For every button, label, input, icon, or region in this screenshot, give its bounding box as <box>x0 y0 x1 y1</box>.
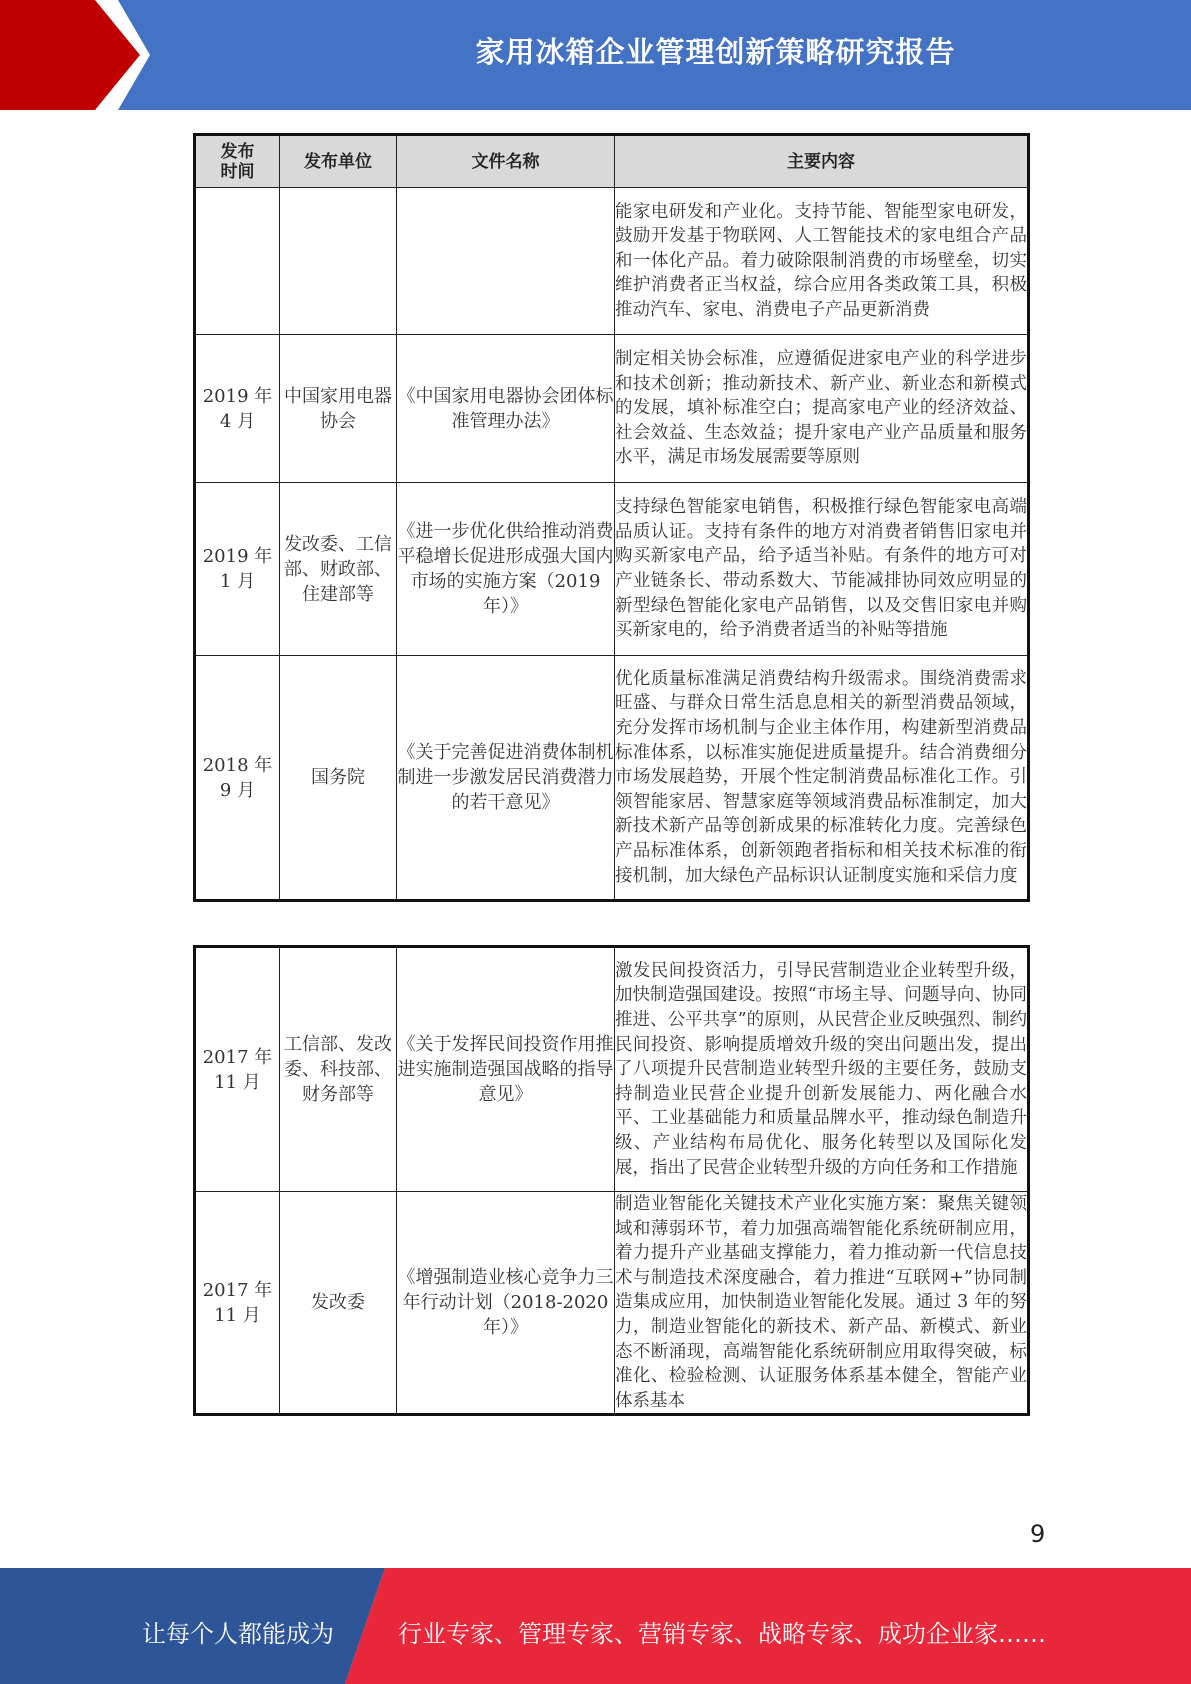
cell-date: 2017 年 11 月 <box>195 1192 280 1415</box>
page-header <box>0 0 1191 110</box>
cell-content: 激发民间投资活力，引导民营制造业企业转型升级，加快制造强国建设。按照“市场主导、问题导向、协同推进、公平共享”的原则，从民营企业反映强烈、制约民间投资、影响提质增效升级的突出问题出发，提出了八项提升民营制造业转型升级的主要任务，鼓励支持制造业民营企业提升创新发展能力、两化融合水平、工业基础能力和质量品牌水平，推动绿色制造升级、产业结构布局优化、服务化转型以及国际化发展，指出了民营企业转型升级的方向任务和工作措施 <box>615 947 1029 1192</box>
cell-org: 发改委 <box>280 1192 397 1415</box>
table-row <box>195 483 1029 656</box>
page-title: 家用冰箱企业管理创新策略研究报告 <box>475 35 956 69</box>
cell-org: 国务院 <box>280 656 397 901</box>
cell-date: 2018 年 9 月 <box>195 656 280 901</box>
header-org: 发布单位 <box>280 135 397 188</box>
cell-date <box>195 188 280 335</box>
cell-content: 制造业智能化关键技术产业化实施方案：聚焦关键领域和薄弱环节，着力加强高端智能化系统研制应用，着力提升产业基础支撑能力，着力推动新一代信息技术与制造技术深度融合，着力推进“互联网+”协同制造集成应用，加快制造业智能化发展。通过 3 年的努力，制造业智能化的新技术、新产品、新模式、新业态不断涌现，高端智能化系统研制应用取得突破，标准化、检验检测、认证服务体系基本健全，智能产业体系基本 <box>615 1192 1029 1415</box>
header-date: 发布 时间 <box>195 135 280 188</box>
table-row <box>195 947 1029 1192</box>
cell-org: 中国家用电器协会 <box>280 335 397 483</box>
cell-content: 支持绿色智能家电销售，积极推行绿色智能家电高端品质认证。支持有条件的地方对消费者销售旧家电并购买新家电产品，给予适当补贴。有条件的地方可对产业链条长、带动系数大、节能减排协同效应明显的新型绿色智能化家电产品销售，以及交售旧家电并购买新家电的，给予消费者适当的补贴等措施 <box>615 483 1029 656</box>
table-header-row <box>195 135 1029 188</box>
cell-content: 制定相关协会标准，应遵循促进家电产业的科学进步和技术创新；推动新技术、新产业、新业态和新模式的发展，填补标准空白；提高家电产业的经济效益、社会效益、生态效益；提升家电产业产品质量和服务水平，满足市场发展需要等原则 <box>615 335 1029 483</box>
cell-doc: 《关于发挥民间投资作用推进实施制造强国战略的指导意见》 <box>397 947 615 1192</box>
cell-date: 2019 年 1 月 <box>195 483 280 656</box>
cell-date: 2017 年 11 月 <box>195 947 280 1192</box>
table-row <box>195 1192 1029 1415</box>
page-number: 9 <box>1030 1520 1046 1548</box>
table-row <box>195 188 1029 335</box>
cell-date: 2019 年 4 月 <box>195 335 280 483</box>
footer-slogan-right: 行业专家、管理专家、营销专家、战略专家、成功企业家…… <box>398 1620 1046 1648</box>
policy-table-part1 <box>193 133 1030 902</box>
cell-doc: 《增强制造业核心竞争力三年行动计划（2018-2020 年）》 <box>397 1192 615 1415</box>
table-row <box>195 656 1029 901</box>
cell-content: 优化质量标准满足消费结构升级需求。围绕消费需求旺盛、与群众日常生活息息相关的新型消费品领域，充分发挥市场机制与企业主体作用，构建新型消费品标准体系，以标准实施促进质量提升。结合消费细分市场发展趋势，开展个性定制消费品标准化工作。引领智能家居、智慧家庭等领域消费品标准制定，加大新技术新产品等创新成果的标准转化力度。完善绿色产品标准体系，创新领跑者指标和相关技术标准的衔接机制，加大绿色产品标识认证制度实施和采信力度 <box>615 656 1029 901</box>
cell-doc <box>397 188 615 335</box>
policy-table-part2 <box>193 945 1030 1416</box>
cell-doc: 《关于完善促进消费体制机制进一步激发居民消费潜力的若干意见》 <box>397 656 615 901</box>
cell-org <box>280 188 397 335</box>
table-row <box>195 335 1029 483</box>
cell-doc: 《中国家用电器协会团体标准管理办法》 <box>397 335 615 483</box>
cell-doc: 《进一步优化供给推动消费平稳增长促进形成强大国内市场的实施方案（2019 年）》 <box>397 483 615 656</box>
cell-org: 工信部、发改委、科技部、财务部等 <box>280 947 397 1192</box>
cell-org: 发改委、工信部、财政部、住建部等 <box>280 483 397 656</box>
header-doc: 文件名称 <box>397 135 615 188</box>
footer-slogan-left: 让每个人都能成为 <box>142 1620 334 1648</box>
header-content: 主要内容 <box>615 135 1029 188</box>
cell-content: 能家电研发和产业化。支持节能、智能型家电研发，鼓励开发基于物联网、人工智能技术的家电组合产品和一体化产品。着力破除限制消费的市场壁垒，切实维护消费者正当权益，综合应用各类政策工具，积极推动汽车、家电、消费电子产品更新消费 <box>615 188 1029 335</box>
